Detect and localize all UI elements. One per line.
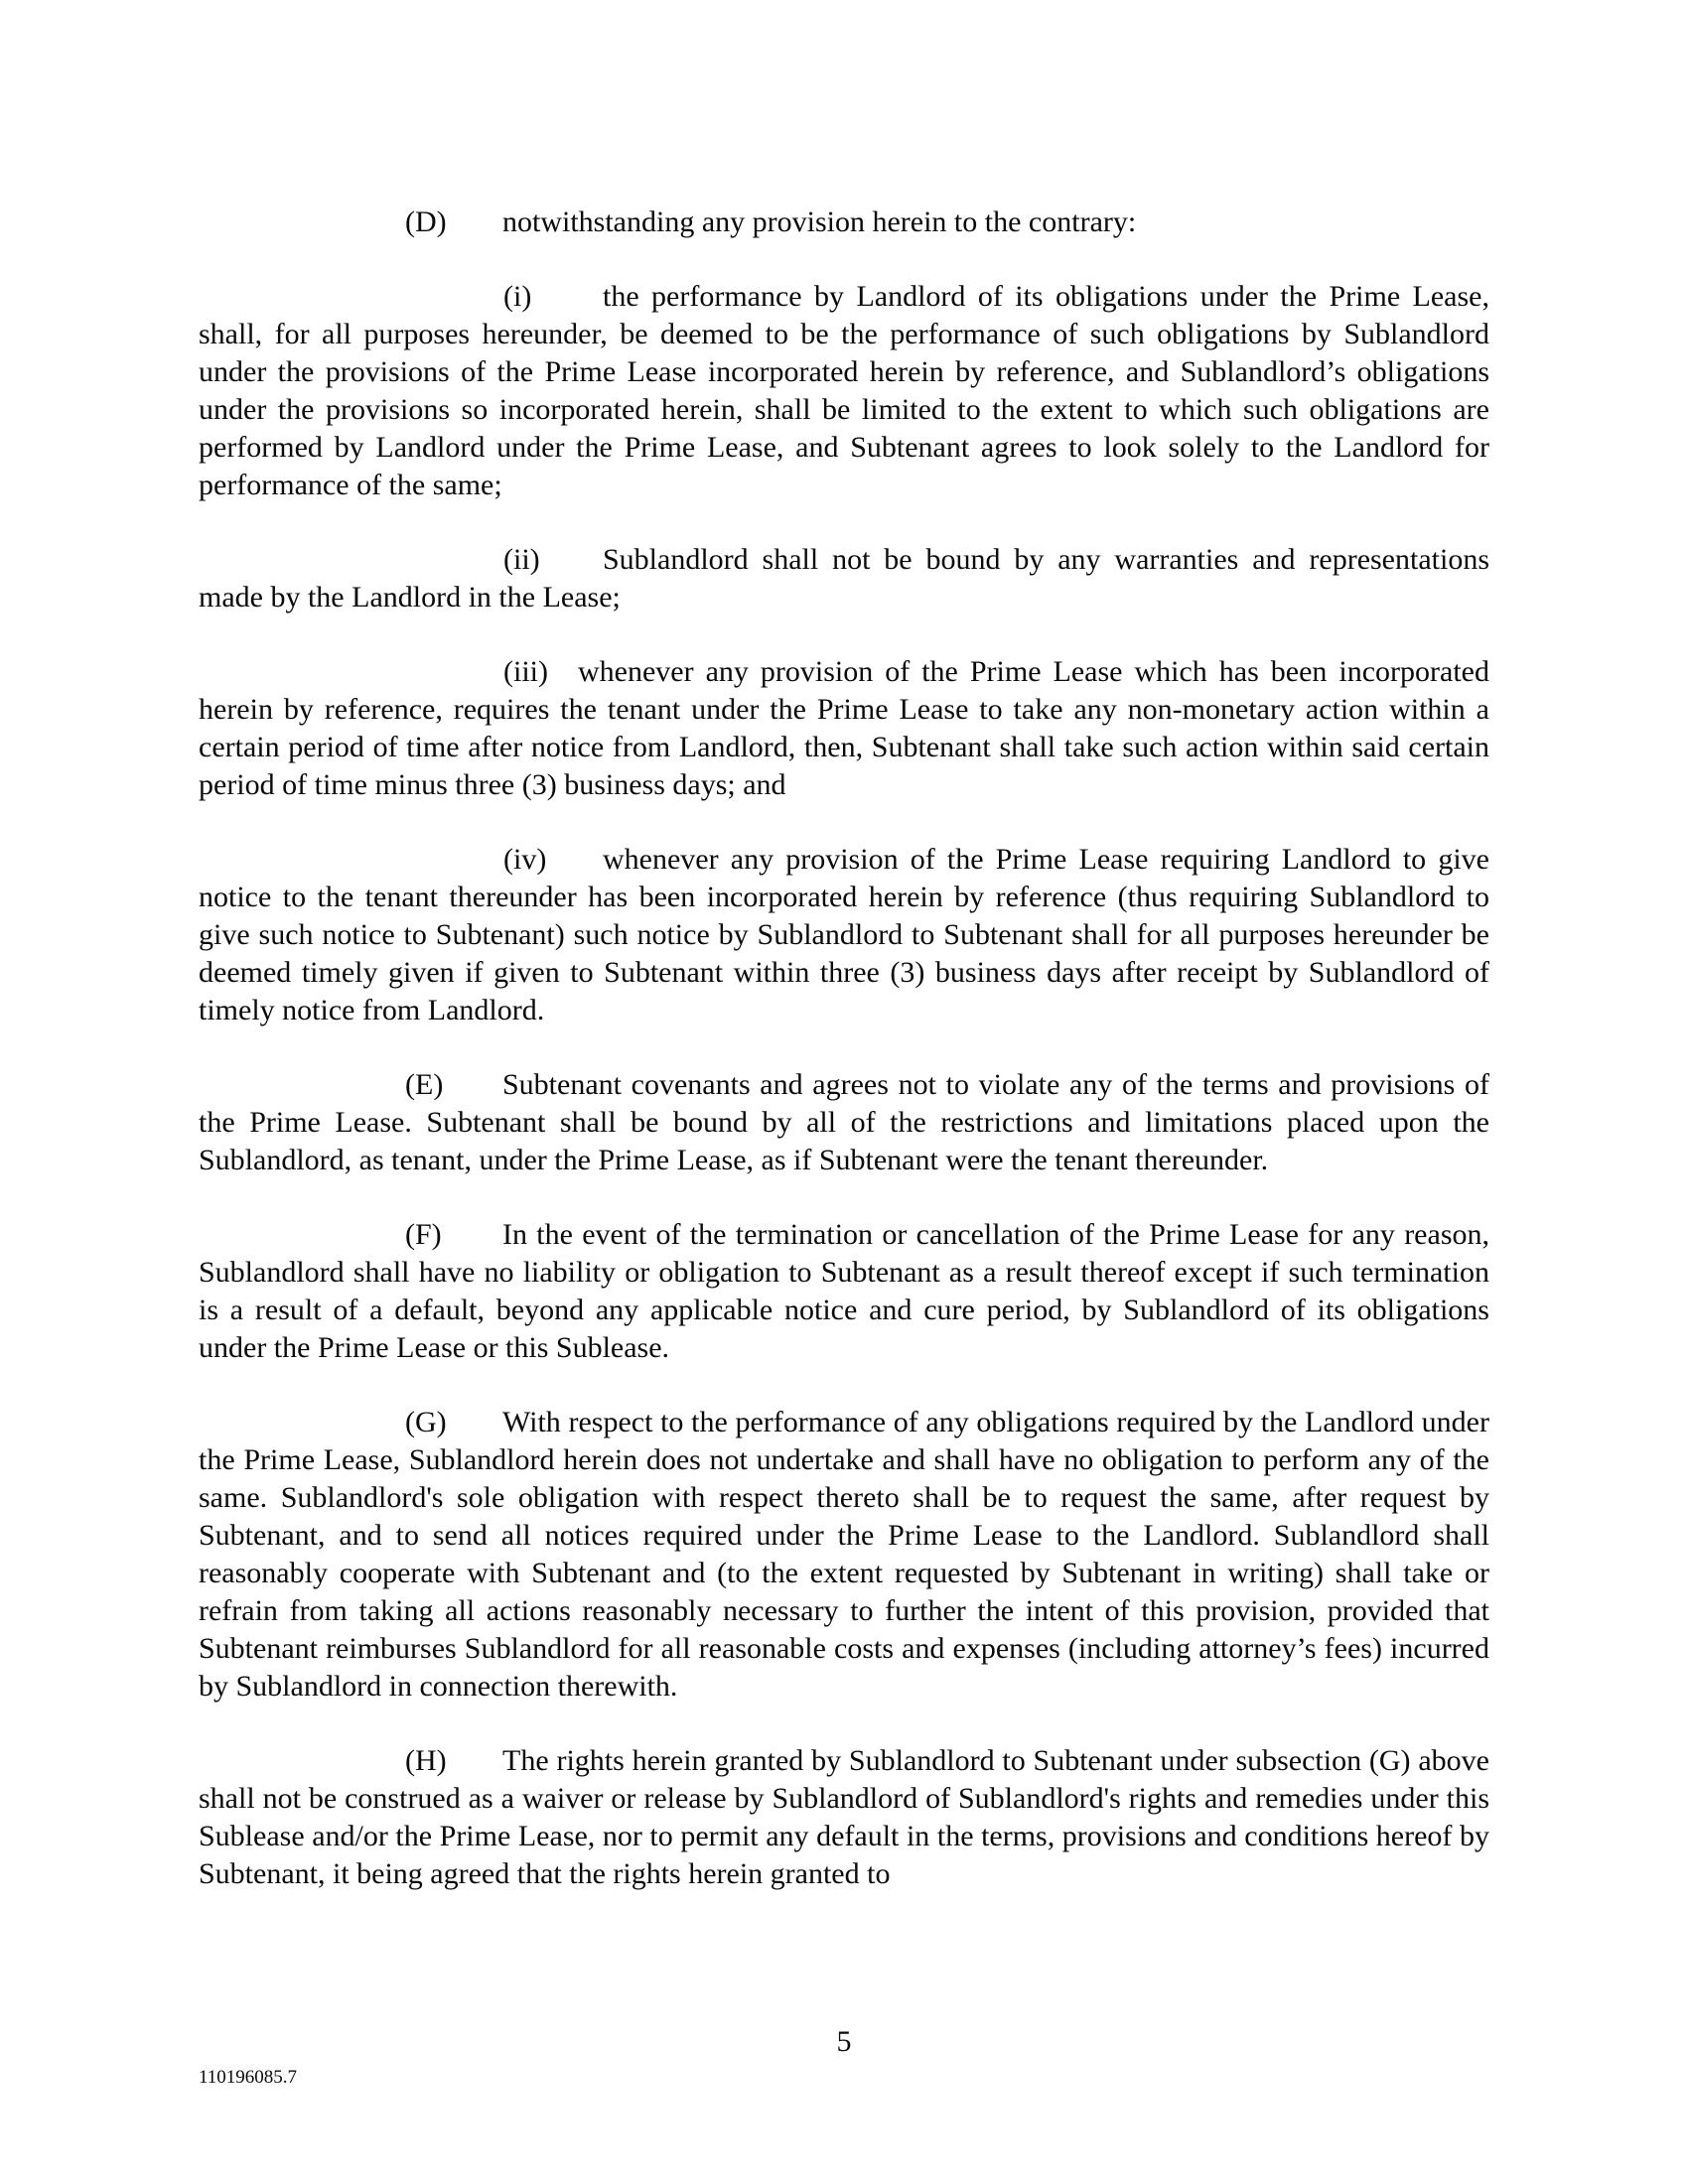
paragraph-text: Sublandlord shall not be bound by any warranties and representations made by the Landlord in the Lease; (199, 543, 1489, 614)
page-number: 5 (836, 2025, 852, 2058)
paragraph-label: (iii) (503, 655, 548, 688)
paragraph-label: (H) (405, 1744, 447, 1777)
footer-document-id: 110196085.7 (199, 2067, 298, 2088)
paragraph-iv (199, 841, 1489, 1029)
paragraph-text: the performance by Landlord of its obligations under the Prime Lease, shall, for all purposes hereunder, be deemed to be the performance of such obligations by Sublandlord under the provisions of the Prime Lease incorporated herein by reference, and Sublandlord’s obligations under the provisions so incorporated herein, shall be limited to the extent to which such obligations are performed by Landlord under the Prime Lease, and Subtenant agrees to look solely to the Landlord for performance of the same; (199, 280, 1489, 501)
paragraph-text: With respect to the performance of any obligations required by the Landlord under the Prime Lease, Sublandlord herein does not undertake and shall have no obligation to perform any of the same. Sublandlord's sole obligation with respect thereto shall be to request the same, after request by Subtenant, and to send all notices required under the Prime Lease to the Landlord. Sublandlord shall reasonably cooperate with Subtenant and (to the extent requested by Subtenant in writing) shall take or refrain from taking all actions reasonably necessary to further the intent of this provision, provided that Subtenant reimburses Sublandlord for all reasonable costs and expenses (including attorney’s fees) incurred by Sublandlord in connection therewith. (199, 1406, 1489, 1703)
document-body (199, 0, 1489, 1930)
paragraph-label: (D) (405, 205, 447, 238)
paragraph-H (199, 1742, 1489, 1893)
paragraph-label: (iv) (503, 843, 547, 876)
paragraph-D (199, 204, 1489, 241)
paragraph-text: whenever any provision of the Prime Lease which has been incorporated herein by reference, requires the tenant under the Prime Lease to take any non-monetary action within a certain period of time after notice from Landlord, then, Subtenant shall take such action within said certain period of time minus three (3) business days; and (199, 655, 1489, 801)
paragraph-label: (i) (503, 280, 532, 313)
paragraph-label: (F) (405, 1218, 442, 1251)
paragraph-label: (ii) (503, 543, 540, 576)
paragraph-i (199, 278, 1489, 504)
paragraph-text: whenever any provision of the Prime Lease requiring Landlord to give notice to the tenant thereunder has been incorporated herein by reference (thus requiring Sublandlord to give such notice to Subtenant) such notice by Sublandlord to Subtenant shall for all purposes hereunder be deemed timely given if given to Subtenant within three (3) business days after receipt by Sublandlord of timely notice from Landlord. (199, 843, 1489, 1026)
paragraph-ii (199, 541, 1489, 616)
paragraph-text: Subtenant covenants and agrees not to violate any of the terms and provisions of the Prime Lease. Subtenant shall be bound by all of the restrictions and limitations placed upon the Sublandlord, as tenant, under the Prime Lease, as if Subtenant were the tenant thereunder. (199, 1068, 1489, 1176)
paragraph-iii (199, 653, 1489, 804)
paragraph-text: notwithstanding any provision herein to the contrary: (502, 205, 1137, 238)
paragraph-label: (E) (405, 1068, 444, 1101)
paragraph-F (199, 1216, 1489, 1367)
paragraph-text: The rights herein granted by Sublandlord to Subtenant under subsection (G) above shall not be construed as a waiver or release by Sublandlord of Sublandlord's rights and remedies under this Sublease and/or the Prime Lease, nor to permit any default in the terms, provisions and conditions hereof by Subtenant, it being agreed that the rights herein granted to (199, 1744, 1489, 1890)
paragraph-text: In the event of the termination or cancellation of the Prime Lease for any reason, Sublandlord shall have no liability or obligation to Subtenant as a result thereof except if such termination is a result of a default, beyond any applicable notice and cure period, by Sublandlord of its obligations under the Prime Lease or this Sublease. (199, 1218, 1489, 1364)
paragraph-G (199, 1404, 1489, 1706)
paragraph-E (199, 1066, 1489, 1179)
paragraph-label: (G) (405, 1406, 447, 1438)
